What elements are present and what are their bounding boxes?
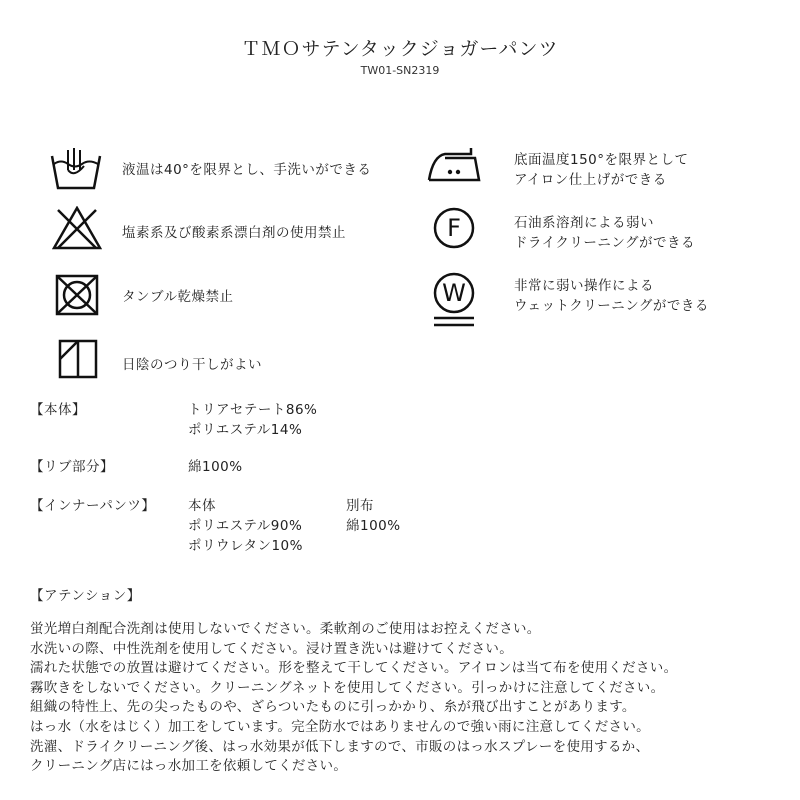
inner-pants-label: 【インナーパンツ】: [30, 498, 156, 514]
inner-body-heading: 本体: [188, 498, 216, 514]
attention-line: 蛍光増白剤配合洗剤は使用しないでください。柔軟剤のご使用はお控えください。: [30, 621, 541, 637]
care-wet-clean-text: 非常に弱い操作による ウェットクリーニングができる: [514, 278, 709, 314]
attention-line: はっ水（水をはじく）加工をしています。完全防水ではありませんので強い雨に注意してください。: [30, 718, 650, 735]
dry-clean-f-icon: [432, 206, 476, 250]
no-tumble-dry-icon: [54, 273, 100, 317]
attention-line: 洗濯、ドライクリーニング後、はっ水効果が低下しますので、市販のはっ水スプレーを使用するか、: [30, 738, 650, 755]
inner-body-composition-1: ポリエステル90%: [188, 518, 303, 534]
rib-label: 【リブ部分】: [30, 459, 114, 475]
product-title: ＴＭＯサテンタックジョガーパンツ: [241, 38, 559, 60]
inner-separate-heading: 別布: [346, 498, 374, 514]
attention-line: クリーニング店にはっ水加工を依頼してください。: [30, 758, 348, 775]
attention-notes: [30, 620, 677, 777]
attention-line: 濡れた状態での放置は避けてください。形を整えて干してください。アイロンは当て布を使用ください。: [30, 660, 678, 677]
care-no-tumble-text: タンブル乾燥禁止: [122, 289, 234, 305]
attention-line: 水洗いの際、中性洗剤を使用してください。浸け置き洗いは避けてください。: [30, 640, 513, 657]
care-shade-dry-text: 日陰のつり干しがよい: [122, 357, 262, 373]
no-bleach-icon: [52, 206, 102, 250]
body-composition-1: トリアセテート86%: [188, 402, 318, 418]
attention-line: 組織の特性上、先の尖ったものや、ざらついたものに引っかかり、糸が飛び出すことがあります。: [30, 699, 636, 716]
attention-label: 【アテンション】: [30, 588, 141, 604]
wet-clean-w-icon: [430, 270, 478, 330]
care-handwash-text: 液温は40°を限界とし、手洗いができる: [122, 162, 372, 178]
dry-clean-letter: F: [447, 214, 461, 242]
iron-icon: [425, 148, 485, 184]
inner-body-composition-2: ポリウレタン10%: [188, 538, 303, 554]
rib-composition: 綿100%: [188, 459, 243, 475]
shade-line-dry-icon: [57, 338, 99, 380]
attention-line: 霧吹きをしないでください。クリーニングネットを使用してください。引っかけに注意してください。: [30, 679, 665, 696]
body-composition-2: ポリエステル14%: [188, 422, 303, 438]
care-no-bleach-text: 塩素系及び酸素系漂白剤の使用禁止: [122, 225, 346, 241]
wet-clean-letter: W: [442, 279, 466, 307]
handwash-icon: [50, 148, 102, 192]
body-label: 【本体】: [30, 402, 86, 418]
care-iron-text: 底面温度150°を限界として アイロン仕上げができる: [514, 152, 689, 188]
product-code: TW01-SN2319: [360, 64, 440, 77]
care-dry-clean-text: 石油系溶剤による弱い ドライクリーニングができる: [514, 215, 696, 251]
inner-separate-composition: 綿100%: [346, 518, 401, 534]
